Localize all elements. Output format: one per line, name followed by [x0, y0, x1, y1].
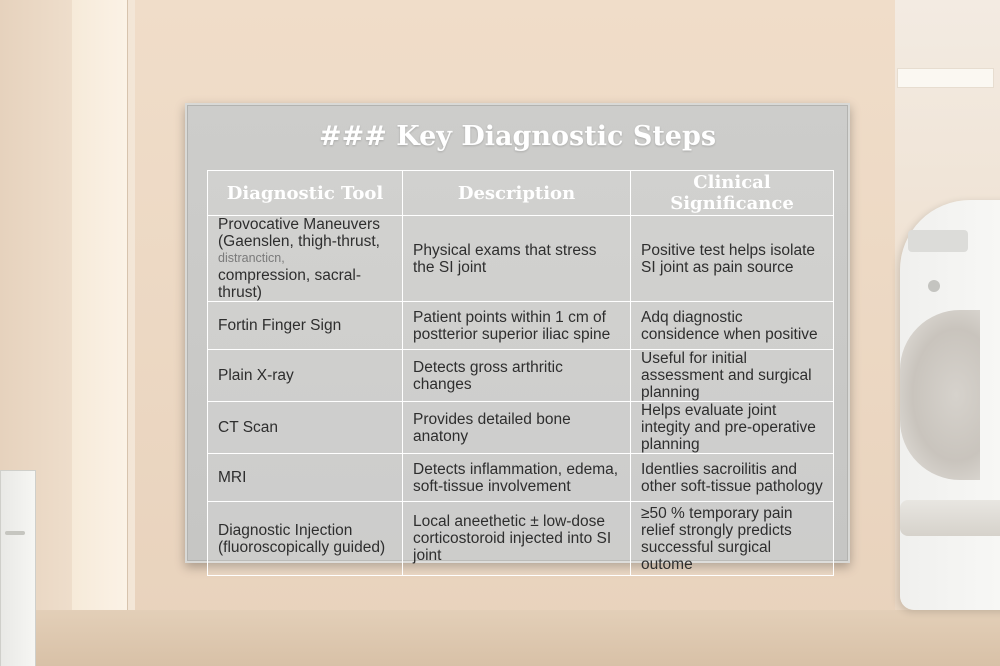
- header-description: Description: [403, 171, 631, 216]
- mri-bed: [900, 500, 1000, 536]
- medical-cabinet: [0, 470, 36, 666]
- significance-cell: Identlies sacroilitis and other soft-tissue pathology: [631, 454, 834, 502]
- mri-scanner: [900, 200, 1000, 610]
- table-row: [208, 454, 834, 502]
- tool-line-faint: distrancticn,: [218, 251, 285, 265]
- table-row: [208, 350, 834, 402]
- tool-cell: CT Scan: [208, 402, 403, 454]
- table-row: [208, 502, 834, 576]
- ceiling-light: [897, 68, 994, 88]
- floor: [0, 610, 1000, 666]
- cabinet-handle: [5, 531, 25, 535]
- tool-cell: Plain X-ray: [208, 350, 403, 402]
- table-row: [208, 402, 834, 454]
- tool-line: Provocative Maneuvers: [218, 216, 380, 233]
- mri-display-panel: [908, 230, 968, 252]
- significance-cell: Helps evaluate joint integity and pre-operative planning: [631, 402, 834, 454]
- board-title: ### Key Diagnostic Steps: [318, 121, 717, 152]
- header-clinical-significance: Clinical Significance: [631, 171, 834, 216]
- tool-cell: Fortin Finger Sign: [208, 302, 403, 350]
- diagnostic-whiteboard: [185, 103, 850, 573]
- significance-cell: Useful for initial assessment and surgical planning: [631, 350, 834, 402]
- tool-line: compression, sacral-thrust): [218, 267, 361, 301]
- description-cell: Local aneethetic ± low-dose corticostoroid injected into SI joint: [403, 502, 631, 576]
- mri-button: [928, 280, 940, 292]
- table-row: [208, 302, 834, 350]
- tool-cell: [208, 216, 403, 302]
- description-cell: Provides detailed bone anatony: [403, 402, 631, 454]
- significance-cell: ≥50 % temporary pain relief strongly predicts successful surgical outome: [631, 502, 834, 576]
- description-cell: Detects gross arthritic changes: [403, 350, 631, 402]
- description-cell: Physical exams that stress the SI joint: [403, 216, 631, 302]
- header-diagnostic-tool: Diagnostic Tool: [208, 171, 403, 216]
- mri-bore: [900, 310, 980, 480]
- tool-cell: MRI: [208, 454, 403, 502]
- tool-line: (Gaenslen, thigh-thrust,: [218, 233, 380, 250]
- table-row: [208, 216, 834, 302]
- significance-cell: Positive test helps isolate SI joint as pain source: [631, 216, 834, 302]
- significance-cell: Adq diagnostic considence when positive: [631, 302, 834, 350]
- diagnostic-table: [207, 170, 834, 576]
- tool-cell: Diagnostic Injection (fluoroscopically guided): [208, 502, 403, 576]
- description-cell: Patient points within 1 cm of postterior superior iliac spine: [403, 302, 631, 350]
- left-wall-column: [72, 0, 128, 610]
- description-cell: Detects inflammation, edema, soft-tissue involvement: [403, 454, 631, 502]
- table-header-row: [208, 171, 834, 216]
